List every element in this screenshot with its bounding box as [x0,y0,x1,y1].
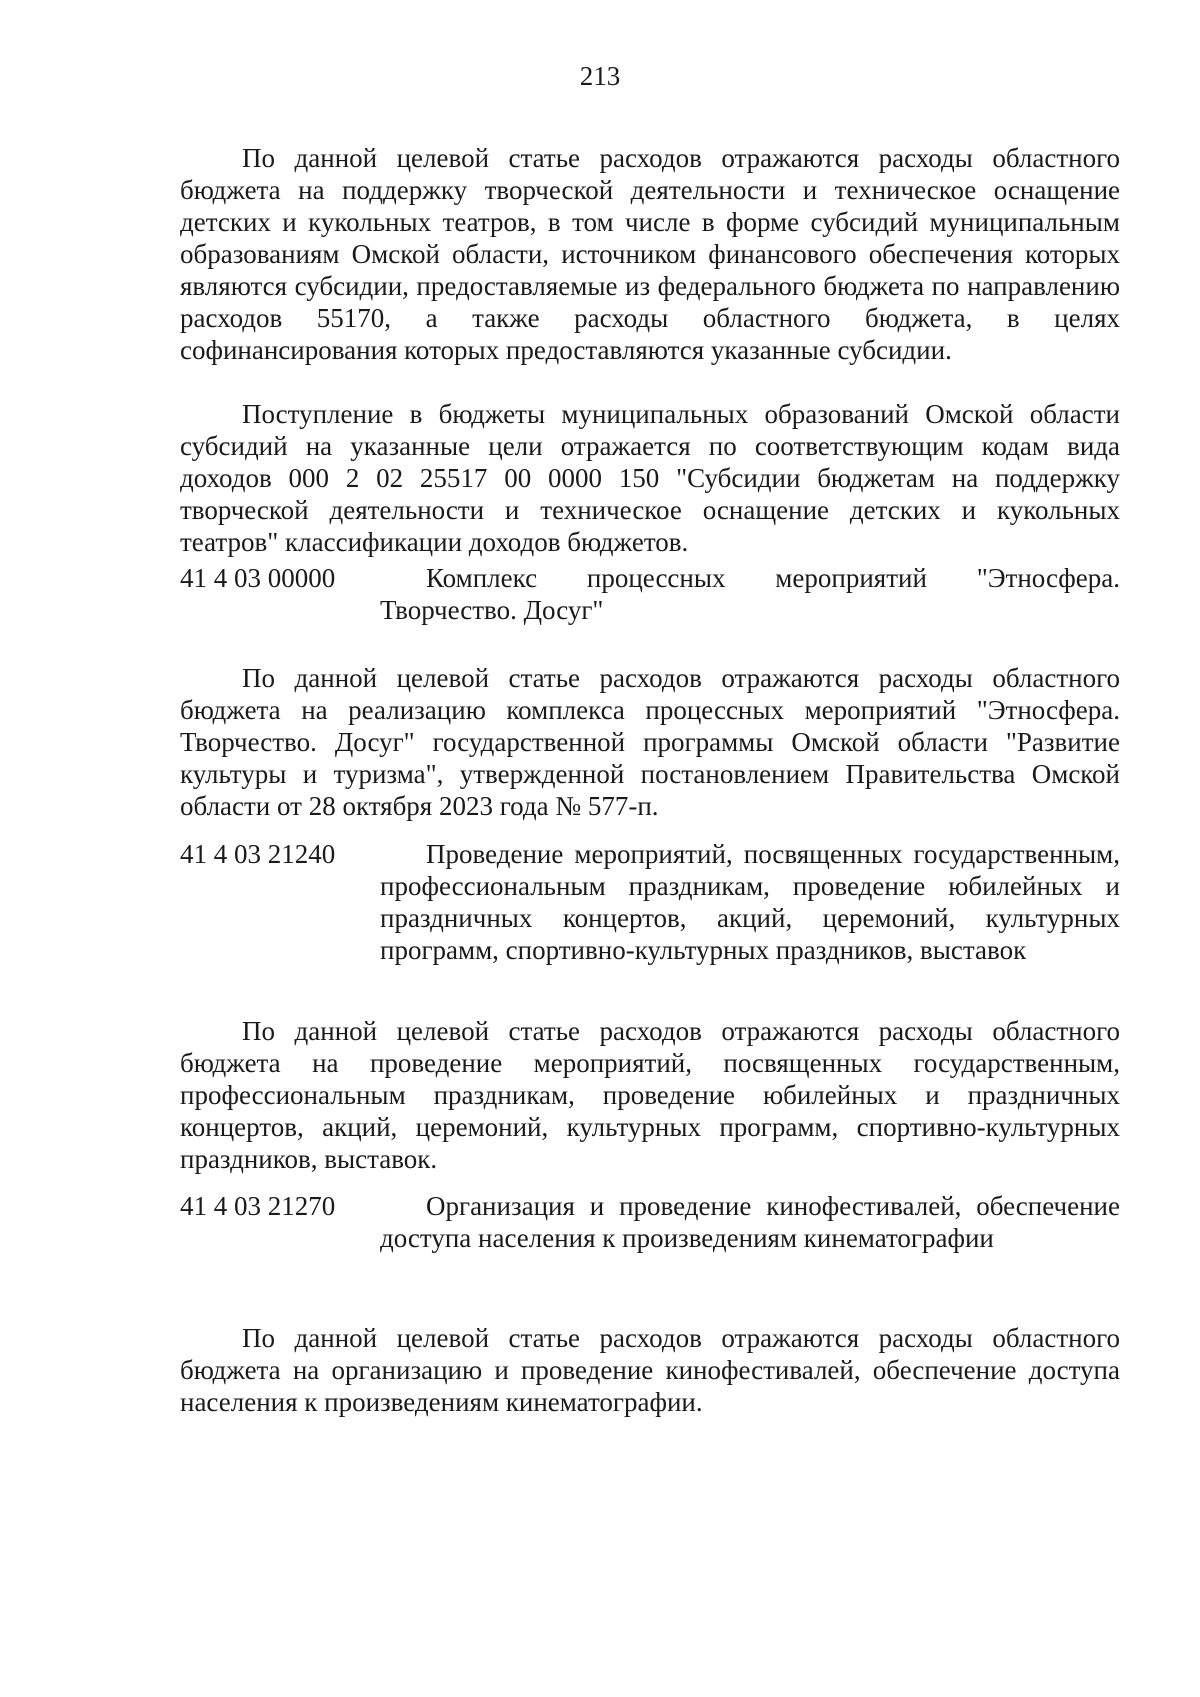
paragraph-ethnosphere [180,662,1120,822]
paragraph-text: По данной целевой статье расходов отражаются расходы областного бюджета на реализацию комплекса процессных мероприятий "Этносфера. Творчество. Досуг" государственной программы Омской области "Развитие культуры и туризма", утвержденной постановлением Правительства Омской области от 28 октября 2023 года № 577-п. [180,663,1120,821]
paragraph-text: По данной целевой статье расходов отражаются расходы областного бюджета на поддержку творческой деятельности и техническое оснащение детских и кукольных театров, в том числе в форме субсидий муниципальным образованиям Омской области, источником финансового обеспечения которых являются субсидии, предоставляемые из федерального бюджета по направлению расходов 55170, а также расходы областного бюджета, в целях софинансирования которых предоставляются указанные субсидии. [180,143,1120,365]
entry-code: 41 4 03 21270 [180,1191,336,1221]
entry-code: 41 4 03 00000 [180,563,336,593]
paragraph-subsidies-theatres [180,142,1120,366]
paragraph-events [180,1015,1120,1175]
paragraph-film-festivals [180,1322,1120,1418]
entry-title: Проведение мероприятий, посвященных государственным, профессиональным праздникам, проведение юбилейных и праздничных концертов, акций, церемоний, культурных программ, спортивно-культурных праздников, выставок [380,839,1120,965]
paragraph-text: Поступление в бюджеты муниципальных образований Омской области субсидий на указанные цели отражается по соответствующим кодам вида доходов 000 2 02 25517 00 0000 150 "Субсидии бюджетам на поддержку творческой деятельности и техническое оснащение детских и кукольных театров" классификации доходов бюджетов. [180,399,1120,557]
paragraph-income-codes [180,398,1120,558]
page-number: 213 [579,61,621,91]
budget-entry [180,838,1120,966]
entry-title: Комплекс процессных мероприятий "Этносфера. Творчество. Досуг" [380,563,1120,625]
budget-entry [180,562,1120,626]
paragraph-text: По данной целевой статье расходов отражаются расходы областного бюджета на организацию и проведение кинофестивалей, обеспечение доступа населения к произведениям кинематографии. [180,1323,1120,1417]
entry-code: 41 4 03 21240 [180,839,336,869]
budget-entry [180,1190,1120,1254]
paragraph-text: По данной целевой статье расходов отражаются расходы областного бюджета на проведение мероприятий, посвященных государственным, профессиональным праздникам, проведение юбилейных и праздничных концертов, акций, церемоний, культурных программ, спортивно-культурных праздников, выставок. [180,1016,1120,1174]
entry-title: Организация и проведение кинофестивалей, обеспечение доступа населения к произведениям кинематографии [380,1191,1120,1253]
